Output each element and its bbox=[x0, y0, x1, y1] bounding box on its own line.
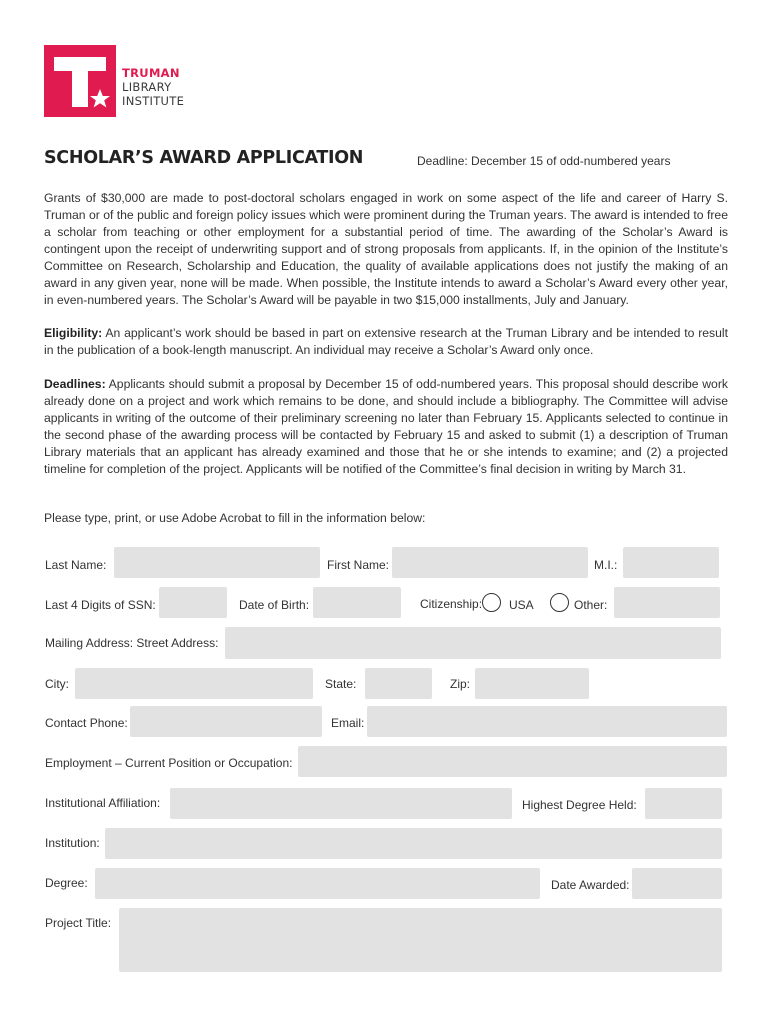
dob-label: Date of Birth: bbox=[239, 598, 310, 612]
logo-line-2: LIBRARY bbox=[122, 80, 172, 94]
zip-input[interactable] bbox=[475, 668, 589, 699]
street-address-input[interactable] bbox=[225, 627, 721, 659]
citizenship-other-input[interactable] bbox=[614, 587, 720, 618]
eligibility-text: An applicant’s work should be based in part on extensive research at the Truman Library and be intended to result in the publication of a book-length manuscript. An individual may receive a Scholar’s Award only once. bbox=[44, 326, 728, 357]
logo-line-1: TRUMAN bbox=[122, 66, 180, 80]
last-name-label: Last Name: bbox=[45, 558, 107, 572]
citizenship-label: Citizenship: bbox=[420, 597, 483, 611]
mailing-address-label: Mailing Address: Street Address: bbox=[45, 636, 219, 650]
institutional-affiliation-label: Institutional Affiliation: bbox=[45, 796, 161, 810]
eligibility-heading: Eligibility: bbox=[44, 326, 103, 340]
zip-label: Zip: bbox=[450, 677, 471, 691]
contact-phone-input[interactable] bbox=[130, 706, 322, 737]
deadlines-paragraph bbox=[44, 376, 728, 478]
citizenship-usa-radio[interactable] bbox=[482, 593, 501, 612]
last-name-input[interactable] bbox=[114, 547, 320, 578]
page-title: SCHOLAR’S AWARD APPLICATION bbox=[44, 148, 364, 168]
employment-input[interactable] bbox=[298, 746, 727, 777]
citizenship-other-label: Other: bbox=[574, 598, 608, 612]
institution-input[interactable] bbox=[105, 828, 722, 859]
instructions-text: Please type, print, or use Adobe Acrobat to fill in the information below: bbox=[44, 511, 426, 525]
degree-label: Degree: bbox=[45, 876, 88, 890]
date-awarded-label: Date Awarded: bbox=[551, 878, 630, 892]
highest-degree-input[interactable] bbox=[645, 788, 722, 819]
deadlines-text: Applicants should submit a proposal by December 15 of odd-numbered years. This proposal should describe work already done on a project and work which remains to be done, and should include a bibliography. The Committee will advise applicants in writing of the outcome of their preliminary screening no later than February 15. Applicants selected to continue in the second phase of the awarding process will be contacted by February 15 and asked to submit (1) a description of Truman Library materials that an applicant has already examined and those that he or she intends to examine; and (2) a projected timeline for completion of the project. Applicants will be notified of the Committee’s final decision in writing by March 31. bbox=[44, 377, 728, 476]
email-input[interactable] bbox=[367, 706, 727, 737]
institution-label: Institution: bbox=[45, 836, 100, 850]
middle-initial-label: M.I.: bbox=[594, 558, 618, 572]
citizenship-usa-label: USA bbox=[509, 598, 534, 612]
institutional-affiliation-input[interactable] bbox=[170, 788, 512, 819]
intro-paragraph: Grants of $30,000 are made to post-doctoral scholars engaged in work on some aspect of the life and career of Harry S. Truman or of the public and foreign policy issues which were prominent during the Truman years. The award is intended to free a scholar from teaching or other employment for a substantial period of time. The awarding of the Scholar’s Award is contingent upon the receipt of underwriting support and of strong proposals from applicants. If, in the opinion of the Institute’s Committee on Research, Scholarship and Education, the quality of available applications does not justify the making of an award in any given year, none will be made. When possible, the Institute intends to award a Scholar’s Award every other year, in even-numbered years. The Scholar’s Award will be payable in two $15,000 installments, July and January. bbox=[44, 191, 728, 307]
state-input[interactable] bbox=[365, 668, 432, 699]
deadlines-heading: Deadlines: bbox=[44, 377, 106, 391]
highest-degree-label: Highest Degree Held: bbox=[522, 798, 637, 812]
first-name-input[interactable] bbox=[392, 547, 588, 578]
contact-phone-label: Contact Phone: bbox=[45, 716, 128, 730]
employment-label: Employment – Current Position or Occupation: bbox=[45, 756, 293, 770]
truman-logo bbox=[44, 45, 116, 117]
deadline-note: Deadline: December 15 of odd-numbered years bbox=[417, 154, 671, 168]
t-star-icon bbox=[44, 45, 116, 117]
state-label: State: bbox=[325, 677, 357, 691]
citizenship-other-radio[interactable] bbox=[550, 593, 569, 612]
ssn-label: Last 4 Digits of SSN: bbox=[45, 598, 156, 612]
logo-wordmark bbox=[122, 66, 184, 108]
degree-input[interactable] bbox=[95, 868, 540, 899]
first-name-label: First Name: bbox=[327, 558, 390, 572]
date-awarded-input[interactable] bbox=[632, 868, 722, 899]
project-title-input[interactable] bbox=[119, 908, 722, 972]
city-input[interactable] bbox=[75, 668, 313, 699]
eligibility-paragraph bbox=[44, 325, 728, 359]
city-label: City: bbox=[45, 677, 69, 691]
logo-line-3: INSTITUTE bbox=[122, 94, 185, 108]
middle-initial-input[interactable] bbox=[623, 547, 719, 578]
project-title-label: Project Title: bbox=[45, 916, 112, 930]
dob-input[interactable] bbox=[313, 587, 401, 618]
email-label: Email: bbox=[331, 716, 365, 730]
ssn-input[interactable] bbox=[159, 587, 227, 618]
